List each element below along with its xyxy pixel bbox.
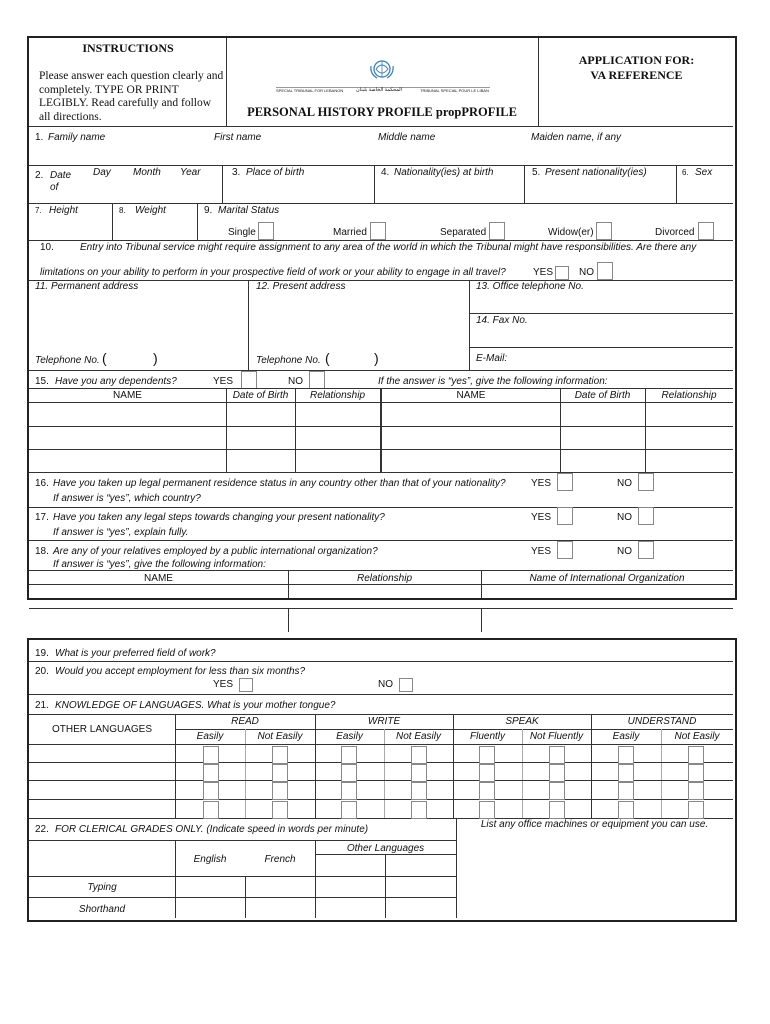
language-proficiency-checkbox[interactable] (272, 782, 288, 800)
language-proficiency-checkbox[interactable] (272, 764, 288, 782)
q1-number: 1. (35, 132, 44, 143)
language-proficiency-checkbox[interactable] (411, 782, 427, 800)
q15-no-checkbox[interactable] (309, 371, 325, 389)
month-label: Month (133, 167, 161, 178)
marital-widow-label: Widow(er) (548, 227, 594, 238)
language-proficiency-checkbox[interactable] (549, 782, 565, 800)
office-telephone-label: 13. Office telephone No. (476, 281, 584, 292)
language-proficiency-checkbox[interactable] (688, 801, 704, 819)
q16-label: Have you taken up legal permanent residence status in any country other than that of your nationality? (53, 478, 506, 489)
rel-col-relationship: Relationship (356, 573, 413, 584)
q15-yes-checkbox[interactable] (241, 371, 257, 389)
place-of-birth-label: Place of birth (246, 167, 305, 178)
q17-label: Have you taken any legal steps towards changing your present nationality? (53, 512, 385, 523)
q18-yes-checkbox[interactable] (557, 541, 573, 559)
q20-no-checkbox[interactable] (399, 678, 413, 692)
language-proficiency-checkbox[interactable] (203, 782, 219, 800)
rel-col-name: NAME (144, 573, 173, 584)
day-label: Day (93, 167, 111, 178)
weight-label: Weight (135, 205, 166, 216)
language-proficiency-checkbox[interactable] (341, 764, 357, 782)
language-proficiency-checkbox[interactable] (341, 801, 357, 819)
q17-sub: If answer is “yes”, explain fully. (53, 527, 189, 538)
present-telephone-label: Telephone No. (256, 355, 321, 366)
language-proficiency-checkbox[interactable] (618, 746, 634, 764)
q17-yes-checkbox[interactable] (557, 507, 573, 525)
marital-married-label: Married (333, 227, 367, 238)
dep-col-name-1: NAME (113, 390, 142, 401)
language-proficiency-checkbox[interactable] (411, 801, 427, 819)
q16-sub: If answer is “yes”, which country? (53, 493, 201, 504)
speak-label: SPEAK (505, 716, 539, 727)
logo-text-en: SPECIAL TRIBUNAL FOR LEBANON (276, 88, 344, 93)
form-title: PERSONAL HISTORY PROFILE propPROFILE (247, 105, 517, 119)
nationality-at-birth-label: Nationality(ies) at birth (394, 167, 494, 178)
marital-divorced-label: Divorced (655, 227, 695, 238)
language-proficiency-checkbox[interactable] (479, 801, 495, 819)
language-proficiency-checkbox[interactable] (272, 801, 288, 819)
dep-col-rel-2: Relationship (661, 390, 717, 401)
language-proficiency-checkbox[interactable] (479, 782, 495, 800)
q18-sub: If answer is “yes”, give the following information: (53, 559, 266, 570)
dep-col-rel-1: Relationship (309, 390, 366, 401)
name-fields[interactable] (29, 144, 733, 164)
dep-col-dob-1: Date of Birth (232, 390, 289, 401)
language-proficiency-checkbox[interactable] (411, 746, 427, 764)
first-name-label: First name (214, 132, 262, 143)
language-proficiency-checkbox[interactable] (549, 746, 565, 764)
language-proficiency-checkbox[interactable] (618, 764, 634, 782)
permanent-address-label: 11. Permanent address (35, 281, 139, 292)
marital-widow-checkbox[interactable] (596, 222, 612, 240)
language-proficiency-checkbox[interactable] (549, 764, 565, 782)
tribunal-logo (367, 58, 397, 82)
office-machines-label: List any office machines or equipment you can use. (480, 819, 709, 830)
language-proficiency-checkbox[interactable] (341, 746, 357, 764)
language-proficiency-checkbox[interactable] (203, 764, 219, 782)
application-for-label: APPLICATION FOR: (578, 53, 695, 67)
q10-yes-checkbox[interactable] (555, 266, 569, 280)
marital-single-checkbox[interactable] (258, 222, 274, 240)
language-proficiency-checkbox[interactable] (272, 746, 288, 764)
language-proficiency-checkbox[interactable] (479, 764, 495, 782)
language-proficiency-checkbox[interactable] (549, 801, 565, 819)
fax-label: 14. Fax No. (476, 315, 528, 326)
typing-label: Typing (87, 882, 117, 893)
shorthand-label: Shorthand (78, 904, 126, 915)
language-proficiency-checkbox[interactable] (688, 746, 704, 764)
read-label: READ (231, 716, 259, 727)
english-label: English (193, 854, 227, 865)
marital-single-label: Single (228, 227, 256, 238)
rel-col-organization: Name of International Organization (529, 573, 685, 584)
q16-no-checkbox[interactable] (638, 473, 654, 491)
marital-status-label: Marital Status (218, 205, 280, 216)
sex-label: Sex (695, 167, 713, 178)
language-proficiency-checkbox[interactable] (203, 801, 219, 819)
permanent-telephone-label: Telephone No. (35, 355, 100, 366)
height-label: Height (49, 205, 78, 216)
language-proficiency-checkbox[interactable] (688, 764, 704, 782)
marital-separated-checkbox[interactable] (489, 222, 505, 240)
dependents-if-yes: If the answer is “yes”, give the following information: (378, 376, 608, 387)
language-proficiency-checkbox[interactable] (411, 764, 427, 782)
instructions-title: INSTRUCTIONS (82, 41, 174, 55)
language-proficiency-checkbox[interactable] (688, 782, 704, 800)
q18-no-checkbox[interactable] (638, 541, 654, 559)
dependents-label: Have you any dependents? (55, 376, 177, 387)
french-label: French (264, 854, 296, 865)
q16-yes-checkbox[interactable] (557, 473, 573, 491)
q20-yes-checkbox[interactable] (239, 678, 253, 692)
language-proficiency-checkbox[interactable] (341, 782, 357, 800)
q10-text-line1: Entry into Tribunal service might require assignment to any area of the world in which the Tribunal might have responsibilities. Are there any (80, 242, 697, 253)
middle-name-label: Middle name (378, 132, 436, 143)
language-proficiency-checkbox[interactable] (479, 746, 495, 764)
q10-text-line2: limitations on your ability to perform in your prospective field of work or your ability to engage in all travel? (40, 267, 506, 278)
date-of-birth-label: Date (50, 170, 72, 181)
year-label: Year (180, 167, 201, 178)
q17-no-checkbox[interactable] (638, 507, 654, 525)
clerical-label: FOR CLERICAL GRADES ONLY. (Indicate speed in words per minute) (55, 824, 369, 835)
maiden-name-label: Maiden name, if any (531, 132, 622, 143)
family-name-label: Family name (48, 132, 106, 143)
marital-divorced-checkbox[interactable] (698, 222, 714, 240)
marital-separated-label: Separated (440, 227, 487, 238)
logo-text-fr: TRIBUNAL SPECIAL POUR LE LIBAN (420, 88, 489, 93)
other-languages-speed-label: Other Languages (346, 843, 425, 854)
present-nationality-label: Present nationality(ies) (545, 167, 647, 178)
va-reference: VA REFERENCE (590, 68, 683, 82)
dep-col-name-2: NAME (456, 390, 486, 401)
marital-married-checkbox[interactable] (370, 222, 386, 240)
language-proficiency-checkbox[interactable] (618, 801, 634, 819)
other-languages-label: OTHER LANGUAGES (51, 724, 153, 735)
write-label: WRITE (367, 716, 401, 727)
email-label: E-Mail: (476, 353, 508, 364)
q18-label: Are any of your relatives employed by a public international organization? (53, 546, 378, 557)
q10-no-checkbox[interactable] (597, 262, 613, 280)
present-address-label: 12. Present address (256, 281, 346, 292)
logo-text-ar: المحكمة الخاصة بلبنان (356, 87, 402, 93)
preferred-field-label: What is your preferred field of work? (55, 648, 216, 659)
instructions-text: Please answer each question clearly and completely. TYPE OR PRINT LEGIBLY. Read carefully and follow all directions. (39, 70, 224, 123)
language-proficiency-checkbox[interactable] (203, 746, 219, 764)
short-employment-label: Would you accept employment for less than six months? (55, 666, 306, 677)
understand-label: UNDERSTAND (627, 716, 697, 727)
languages-label: KNOWLEDGE OF LANGUAGES. What is your mother tongue? (55, 700, 336, 711)
language-proficiency-checkbox[interactable] (618, 782, 634, 800)
dep-col-dob-2: Date of Birth (574, 390, 631, 401)
